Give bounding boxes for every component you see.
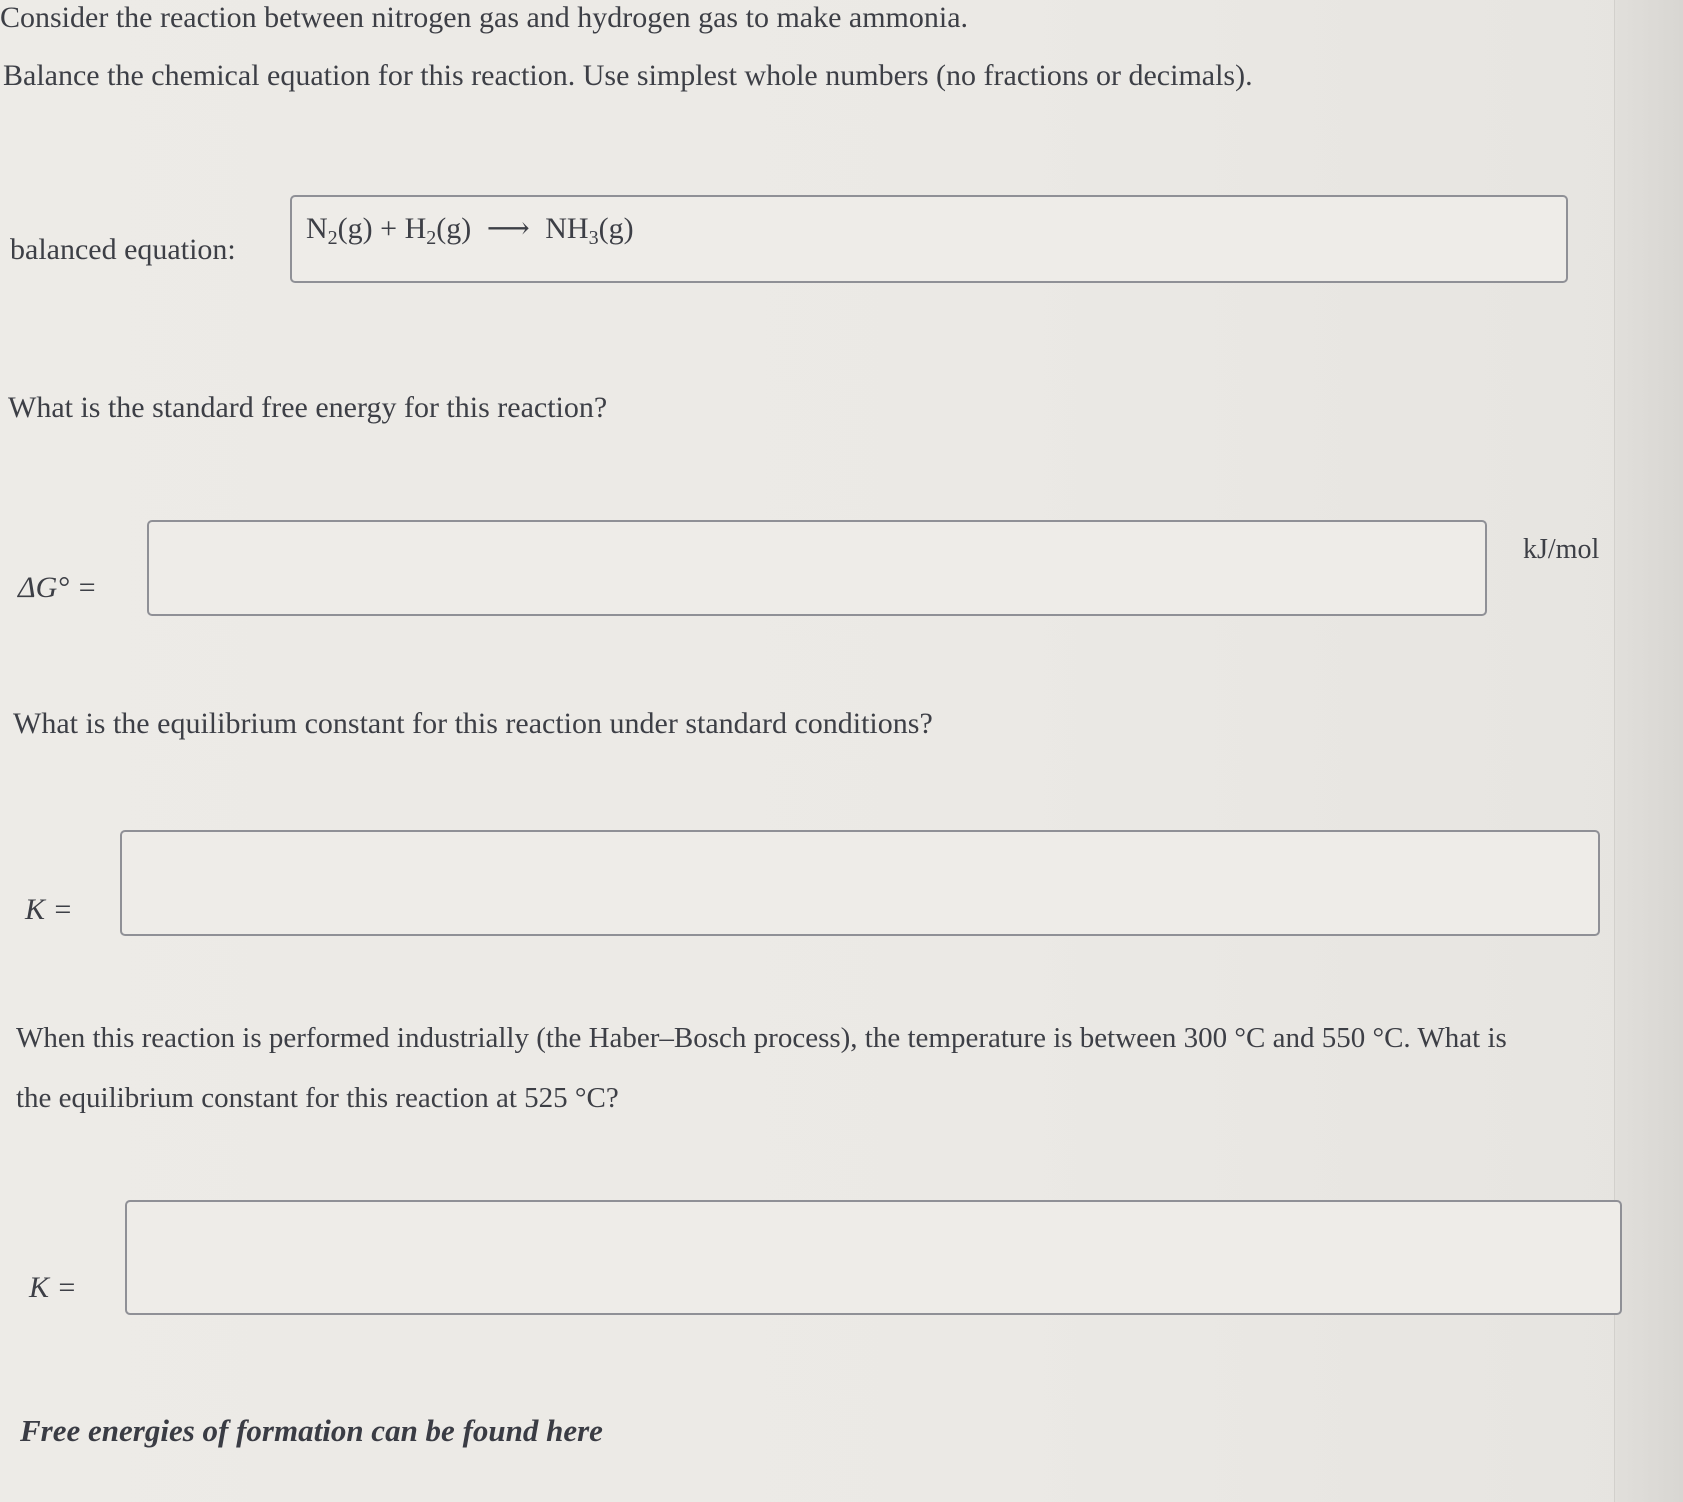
k-standard-label: K =: [25, 893, 73, 926]
reactant-hydrogen: $H_2(g)$: [404, 212, 472, 249]
delta-g-label: ΔG° =: [18, 571, 98, 604]
reactant-nitrogen: $N_2(g)$: [306, 212, 373, 249]
delta-g-input[interactable]: [147, 520, 1487, 616]
balanced-equation-label: balanced equation:: [10, 233, 236, 266]
equation-text: [306, 211, 634, 247]
industrial-question-line-1: When this reaction is performed industrially (the Haber–Bosch process), the temperature is between 300 °C and 550 °C. What is: [16, 1022, 1507, 1054]
intro-line-2: Balance the chemical equation for this reaction. Use simplest whole numbers (no fractions or decimals).: [3, 59, 1253, 92]
equilibrium-standard-question: What is the equilibrium constant for this reaction under standard conditions?: [13, 707, 933, 740]
intro-line-1: Consider the reaction between nitrogen gas and hydrogen gas to make ammonia.: [0, 1, 969, 34]
free-energy-question: What is the standard free energy for this reaction?: [8, 391, 608, 424]
free-energies-link[interactable]: Free energies of formation can be found here: [20, 1413, 603, 1448]
delta-g-unit: kJ/mol: [1523, 534, 1600, 565]
k-industrial-input[interactable]: [125, 1200, 1622, 1315]
balanced-equation-field[interactable]: [290, 195, 1568, 283]
industrial-question-line-2: the equilibrium constant for this reaction at 525 °C?: [16, 1082, 619, 1114]
page-right-edge: [1614, 0, 1683, 1502]
reaction-arrow: ⟶: [486, 212, 530, 245]
product-ammonia: $NH_3(g)$: [545, 212, 634, 249]
plus-sign: +: [380, 212, 398, 245]
k-industrial-label: K =: [29, 1271, 77, 1304]
k-standard-input[interactable]: [120, 830, 1600, 936]
